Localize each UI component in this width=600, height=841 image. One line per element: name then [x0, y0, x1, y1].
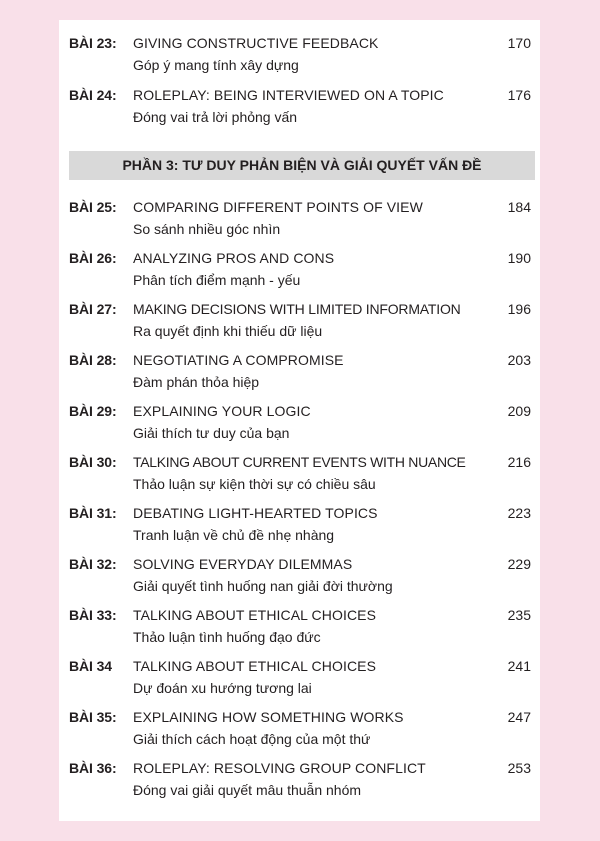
lesson-number: BÀI 31: [69, 505, 117, 521]
lesson-title: ROLEPLAY: RESOLVING GROUP CONFLICT [133, 760, 426, 776]
lesson-subtitle: So sánh nhiều góc nhìn [133, 221, 281, 237]
lesson-number: BÀI 26: [69, 250, 117, 266]
toc-entry-26[interactable] [59, 250, 540, 296]
lesson-title: COMPARING DIFFERENT POINTS OF VIEW [133, 199, 423, 215]
lesson-subtitle: Đàm phán thỏa hiệp [133, 374, 260, 390]
lesson-number: BÀI 24: [69, 87, 117, 103]
toc-entry-33[interactable] [59, 607, 540, 653]
toc-entry-24[interactable] [59, 87, 540, 133]
lesson-subtitle: Ra quyết định khi thiếu dữ liệu [133, 323, 323, 339]
lesson-subtitle: Phân tích điểm mạnh - yếu [133, 272, 301, 288]
lesson-number: BÀI 29: [69, 403, 117, 419]
lesson-title: EXPLAINING HOW SOMETHING WORKS [133, 709, 404, 725]
toc-entry-23[interactable] [59, 35, 540, 81]
toc-entry-29[interactable] [59, 403, 540, 449]
page-number: 241 [507, 658, 531, 674]
page-number: 203 [507, 352, 531, 368]
toc-entry-27[interactable] [59, 301, 540, 347]
lesson-title: GIVING CONSTRUCTIVE FEEDBACK [133, 35, 379, 51]
table-of-contents-page [59, 20, 540, 821]
page-number: 176 [507, 87, 531, 103]
lesson-title: TALKING ABOUT ETHICAL CHOICES [133, 607, 377, 623]
lesson-title: NEGOTIATING A COMPROMISE [133, 352, 344, 368]
toc-entry-36[interactable] [59, 760, 540, 806]
toc-entry-35[interactable] [59, 709, 540, 755]
lesson-number: BÀI 35: [69, 709, 117, 725]
toc-entry-34[interactable] [59, 658, 540, 704]
lesson-number: BÀI 28: [69, 352, 117, 368]
lesson-number: BÀI 32: [69, 556, 117, 572]
lesson-subtitle: Thảo luận tình huống đạo đức [133, 629, 321, 645]
page-number: 235 [507, 607, 531, 623]
lesson-subtitle: Đóng vai trả lời phỏng vấn [133, 109, 298, 125]
lesson-title: MAKING DECISIONS WITH LIMITED INFORMATION [133, 301, 461, 317]
lesson-title: EXPLAINING YOUR LOGIC [133, 403, 311, 419]
lesson-number: BÀI 25: [69, 199, 117, 215]
page-number: 253 [507, 760, 531, 776]
lesson-title: TALKING ABOUT ETHICAL CHOICES [133, 658, 377, 674]
page-number: 170 [507, 35, 531, 51]
page-number: 229 [507, 556, 531, 572]
lesson-number: BÀI 30: [69, 454, 117, 470]
lesson-title: DEBATING LIGHT-HEARTED TOPICS [133, 505, 378, 521]
toc-entry-28[interactable] [59, 352, 540, 398]
toc-entry-31[interactable] [59, 505, 540, 551]
lesson-number: BÀI 36: [69, 760, 117, 776]
section-header: PHẦN 3: TƯ DUY PHẢN BIỆN VÀ GIẢI QUYẾT VẤN ĐỀ [69, 151, 535, 180]
page-number: 247 [507, 709, 531, 725]
lesson-subtitle: Tranh luận về chủ đề nhẹ nhàng [133, 527, 335, 543]
toc-entry-25[interactable] [59, 199, 540, 245]
lesson-title: ANALYZING PROS AND CONS [133, 250, 335, 266]
lesson-title: TALKING ABOUT CURRENT EVENTS WITH NUANCE [133, 454, 466, 470]
lesson-title: ROLEPLAY: BEING INTERVIEWED ON A TOPIC [133, 87, 444, 103]
lesson-subtitle: Đóng vai giải quyết mâu thuẫn nhóm [133, 782, 362, 798]
page-number: 216 [507, 454, 531, 470]
lesson-subtitle: Giải thích tư duy của bạn [133, 425, 290, 441]
page-number: 209 [507, 403, 531, 419]
lesson-number: BÀI 23: [69, 35, 117, 51]
lesson-subtitle: Thảo luận sự kiện thời sự có chiều sâu [133, 476, 376, 492]
lesson-subtitle: Giải quyết tình huống nan giải đời thường [133, 578, 393, 594]
lesson-subtitle: Dự đoán xu hướng tương lai [133, 680, 312, 696]
lesson-number: BÀI 34 [69, 658, 112, 674]
lesson-subtitle: Giải thích cách hoạt động của một thứ [133, 731, 371, 747]
toc-entry-30[interactable] [59, 454, 540, 500]
lesson-subtitle: Góp ý mang tính xây dựng [133, 57, 299, 73]
page-number: 190 [507, 250, 531, 266]
lesson-number: BÀI 27: [69, 301, 117, 317]
page-number: 184 [507, 199, 531, 215]
page-number: 196 [507, 301, 531, 317]
lesson-title: SOLVING EVERYDAY DILEMMAS [133, 556, 353, 572]
toc-entry-32[interactable] [59, 556, 540, 602]
page-number: 223 [507, 505, 531, 521]
lesson-number: BÀI 33: [69, 607, 117, 623]
